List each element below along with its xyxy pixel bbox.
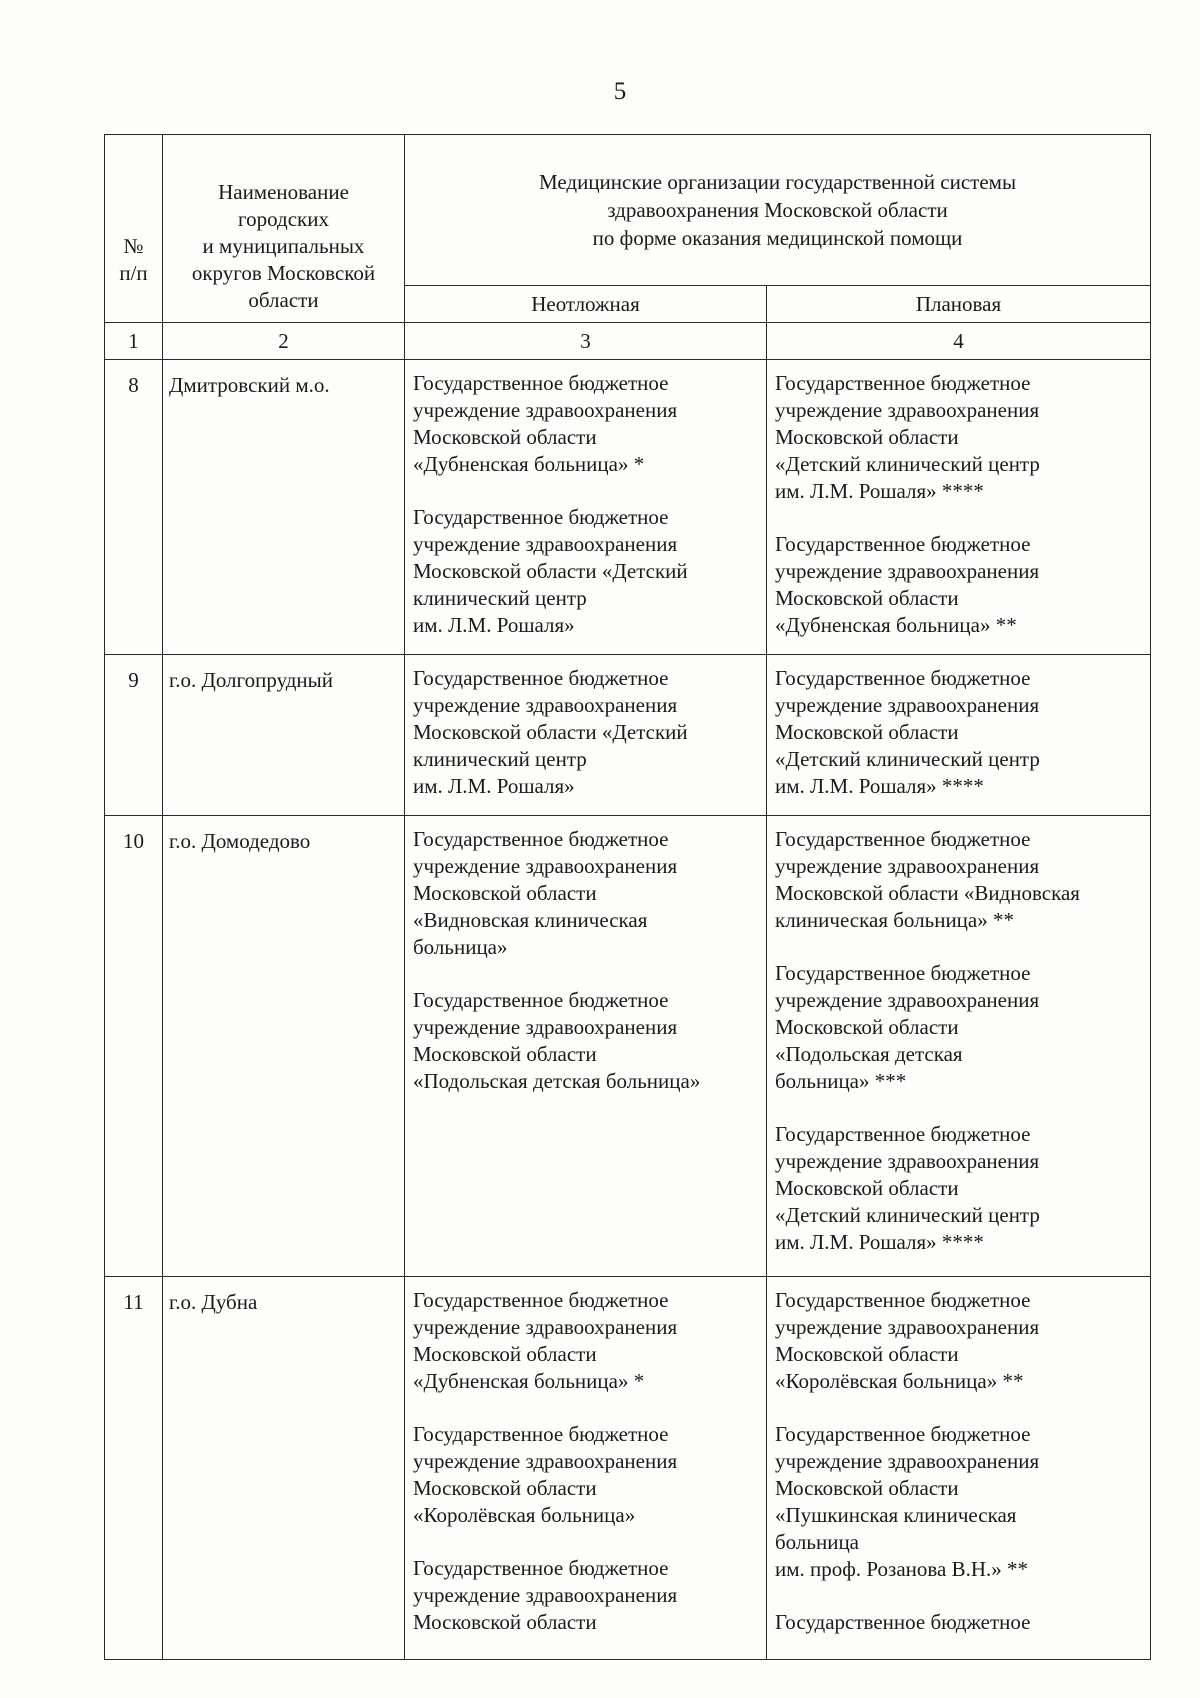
header-planned: Плановая <box>767 286 1151 323</box>
table-row <box>105 1277 1151 1660</box>
page-number: 5 <box>613 78 627 105</box>
organization-entry: Государственное бюджетное учреждение здравоохранения Московской области «Дубненская больница» * <box>413 1288 678 1393</box>
row-number: 10 <box>105 816 163 1277</box>
header-number: № п/п <box>105 135 163 323</box>
column-index: 1 <box>105 323 163 360</box>
organization-entry: Государственное бюджетное учреждение здравоохранения Московской области «Королёвская больница» ** <box>775 1288 1040 1393</box>
row-number: 9 <box>105 655 163 816</box>
organization-entry: Государственное бюджетное учреждение здравоохранения Московской области «Видновская клиническая больница» ** <box>775 827 1080 932</box>
planned-organizations <box>767 816 1151 1277</box>
organization-entry: Государственное бюджетное учреждение здравоохранения Московской области «Детский клинический центр им. Л.М. Рошаля» <box>413 505 688 637</box>
district-name: г.о. Дубна <box>163 1277 405 1660</box>
organization-entry: Государственное бюджетное учреждение здравоохранения Московской области «Подольская детская больница» <box>413 988 701 1093</box>
header-organizations-group: Медицинские организации государственной системы здравоохранения Московской области по форме оказания медицинской помощи <box>405 135 1151 286</box>
organization-entry: Государственное бюджетное учреждение здравоохранения Московской области «Детский клинический центр им. Л.М. Рошаля» **** <box>775 1122 1040 1254</box>
urgent-organizations <box>405 360 767 655</box>
organization-entry: Государственное бюджетное учреждение здравоохранения Московской области «Подольская детская больница» *** <box>775 961 1040 1093</box>
column-index: 4 <box>767 323 1151 360</box>
district-name: г.о. Домодедово <box>163 816 405 1277</box>
table-row <box>105 360 1151 655</box>
organization-entry: Государственное бюджетное учреждение здравоохранения Московской области «Дубненская больница» * <box>413 371 678 476</box>
header-district-name: Наименование городских и муниципальных округов Московской области <box>163 135 405 323</box>
table-row <box>105 816 1151 1277</box>
planned-organizations <box>767 1277 1151 1660</box>
district-name: Дмитровский м.о. <box>163 360 405 655</box>
urgent-organizations <box>405 816 767 1277</box>
row-number: 11 <box>105 1277 163 1660</box>
district-name: г.о. Долгопрудный <box>163 655 405 816</box>
row-number: 8 <box>105 360 163 655</box>
organization-entry: Государственное бюджетное учреждение здравоохранения Московской области «Видновская клиническая больница» <box>413 827 678 959</box>
header-urgent: Неотложная <box>405 286 767 323</box>
planned-organizations <box>767 655 1151 816</box>
organization-entry: Государственное бюджетное <box>775 1610 1031 1634</box>
urgent-organizations <box>405 1277 767 1660</box>
table-row <box>105 655 1151 816</box>
column-index: 2 <box>163 323 405 360</box>
organization-entry: Государственное бюджетное учреждение здравоохранения Московской области <box>413 1556 678 1634</box>
organization-entry: Государственное бюджетное учреждение здравоохранения Московской области «Детский клинический центр им. Л.М. Рошаля» <box>413 666 688 798</box>
planned-organizations <box>767 360 1151 655</box>
organization-entry: Государственное бюджетное учреждение здравоохранения Московской области «Детский клинический центр им. Л.М. Рошаля» **** <box>775 371 1040 503</box>
urgent-organizations <box>405 655 767 816</box>
organization-entry: Государственное бюджетное учреждение здравоохранения Московской области «Детский клинический центр им. Л.М. Рошаля» **** <box>775 666 1040 798</box>
medical-organizations-table <box>104 134 1151 1660</box>
column-index: 3 <box>405 323 767 360</box>
organization-entry: Государственное бюджетное учреждение здравоохранения Московской области «Пушкинская клиническая больница им. проф. Розанова В.Н.» ** <box>775 1422 1040 1581</box>
organization-entry: Государственное бюджетное учреждение здравоохранения Московской области «Дубненская больница» ** <box>775 532 1040 637</box>
organization-entry: Государственное бюджетное учреждение здравоохранения Московской области «Королёвская больница» <box>413 1422 678 1527</box>
